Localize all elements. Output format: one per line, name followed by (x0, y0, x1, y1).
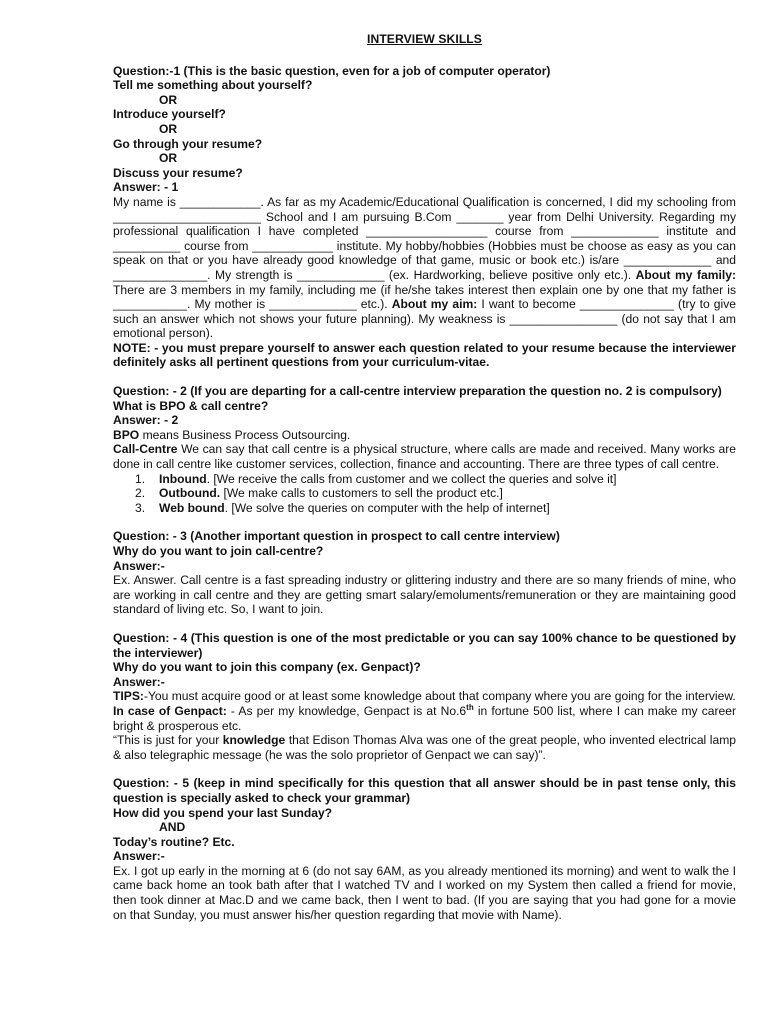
family-text: There are 3 members in my family, including me (if he/she takes interest then explain one by one that my father is ___________. My mother is _____________ etc.). (113, 282, 736, 312)
list-item-label: Web bound (159, 500, 225, 515)
or-separator: OR (159, 92, 178, 107)
tips-text: -You must acquire good or at least some knowledge about that company where you are going for the interview. (143, 689, 736, 704)
bpo-definition (113, 428, 736, 443)
list-item (135, 471, 736, 487)
tips-label: TIPS: (113, 689, 144, 704)
list-item-number: 1. (135, 471, 146, 486)
list-item (135, 500, 736, 516)
question-4-section (113, 631, 736, 762)
answer-2-label: Answer: - 2 (113, 413, 179, 428)
list-item-number: 3. (135, 500, 146, 515)
tips-paragraph (113, 689, 736, 704)
question-1-heading: Question:-1 (This is the basic question, even for a job of computer operator) (113, 63, 551, 78)
family-label: About my family: (635, 267, 736, 282)
answer-4-label: Answer:- (113, 674, 165, 689)
question-3-sub: Why do you want to join call-centre? (113, 544, 324, 558)
bpo-label: BPO (113, 427, 140, 442)
answer-1-intro-text: My name is ____________. As far as my Academic/Educational Qualification is concerned, I did my schooling from ______________________ School and I am pursuing B.Com _______ year from Delhi University. Regarding my professional qualification I have completed __________________ course from _____________ institute and __________ course from ____________ institute. My hobby/hobbies (Hobbies must be choose as easy as you can speak on that or you have already good knowledge of that game, music or book etc.) is/are _____________ and ______________. My strength is _____________ (ex. Hardworking, believe positive only etc.). (113, 194, 736, 282)
list-item-number: 2. (135, 486, 146, 501)
answer-5-label: Answer:- (113, 849, 165, 864)
list-item-label: Inbound (159, 471, 207, 486)
question-2-heading: Question: - 2 (If you are departing for a call-centre interview preparation the question no. 2 is compulsory) (113, 384, 722, 399)
question-4-sub: Why do you want to join this company (ex. Genpact)? (113, 660, 421, 675)
or-separator: OR (159, 151, 178, 166)
question-2-sub: What is BPO & call centre? (113, 398, 269, 413)
question-3-heading: Question: - 3 (Another important question in prospect to call centre interview) (113, 529, 560, 544)
aim-text: I want to become ______________ (try to give such an answer which not shows your future planning). My weakness is ________________ (do not say that I am emotional person). (113, 297, 736, 341)
question-3-section (113, 529, 736, 617)
list-item-text: [We make calls to customers to sell the product etc.] (220, 486, 503, 501)
question-5-heading: Question: - 5 (keep in mind specifically for this question that all answer should be in past tense only, this question is specially asked to check your grammar) (113, 776, 736, 805)
knowledge-paragraph (113, 733, 736, 762)
question-1-alt-2: Introduce yourself? (113, 107, 226, 122)
bpo-text: means Business Process Outsourcing. (139, 427, 351, 442)
list-item (135, 486, 736, 501)
or-separator: OR (159, 121, 178, 136)
question-5-sub: How did you spend your last Sunday? (113, 805, 333, 820)
page-title: INTERVIEW SKILLS (367, 32, 482, 46)
question-1-alt-1: Tell me something about yourself? (113, 78, 313, 93)
question-2-section (113, 384, 736, 515)
call-centre-label: Call-Centre (113, 442, 178, 457)
call-centre-definition (113, 442, 736, 471)
knowledge-text-a: “This is just for your (113, 733, 223, 748)
answer-5-paragraph: Ex. I got up early in the morning at 6 (do not say 6AM, as you already mentioned its morning) and went to walk the I came back home an took bath after that I watched TV and I worked on my System then called a friend for movie, then took dinner at Mac.D and we came back, then I went to bad. (If you are saying that you had gone for a movie on that Sunday, you must answer his/her question regarding that movie with Name). (113, 863, 736, 922)
question-1-alt-3: Go through your resume? (113, 136, 263, 151)
genpact-text-b: in fortune 500 list, where I can make my career bright & prosperous etc. (113, 703, 736, 733)
call-centre-types-list (113, 472, 736, 516)
question-1-alt-4: Discuss your resume? (113, 165, 243, 180)
aim-label: About my aim: (391, 297, 478, 312)
genpact-text-a: - As per my knowledge, Genpact is at No.6 (226, 703, 467, 718)
question-5-section (113, 776, 736, 922)
genpact-label: In case of Genpact: (113, 703, 227, 718)
answer-3-label: Answer:- (113, 558, 165, 573)
call-centre-text: We can say that call centre is a physical structure, where calls are made and received. Many works are done in call centre like customer services, collection, finance and accounting. There are three types of call centre. (113, 442, 736, 472)
question-4-heading: Question: - 4 (This question is one of the most predictable or you can say 100% chance to be questioned by the interviewer) (113, 630, 736, 660)
list-item-text: . [We receive the calls from customer and we collect the queries and solve it] (206, 471, 617, 486)
question-1-section (113, 64, 736, 370)
ordinal-suffix: th (466, 702, 474, 712)
question-5-sub-2: Today’s routine? Etc. (113, 834, 235, 849)
answer-1-note: NOTE: - you must prepare yourself to answer each question related to your resume because the interviewer definitely asks all pertinent questions from your curriculum-vitae. (113, 340, 736, 370)
answer-1-paragraph (113, 195, 736, 341)
knowledge-text-b: that Edison Thomas Alva was one of the great people, who invented electrical lamp & also telegraphic message (he was the solo proprietor of Genpact we can say)”. (113, 733, 736, 762)
knowledge-label: knowledge (222, 733, 286, 748)
answer-1-label: Answer: - 1 (113, 180, 179, 195)
list-item-label: Outbound. (159, 486, 221, 501)
and-separator: AND (159, 820, 186, 835)
list-item-text: . [We solve the queries on computer with the help of internet] (224, 500, 550, 515)
answer-3-paragraph: Ex. Answer. Call centre is a fast spreading industry or glittering industry and there are so many friends of mine, who are working in call centre and they are getting smart salary/emoluments/remuneration or they are maintaining good standard of living etc. So, I want to join. (113, 573, 736, 617)
genpact-paragraph (113, 704, 736, 733)
